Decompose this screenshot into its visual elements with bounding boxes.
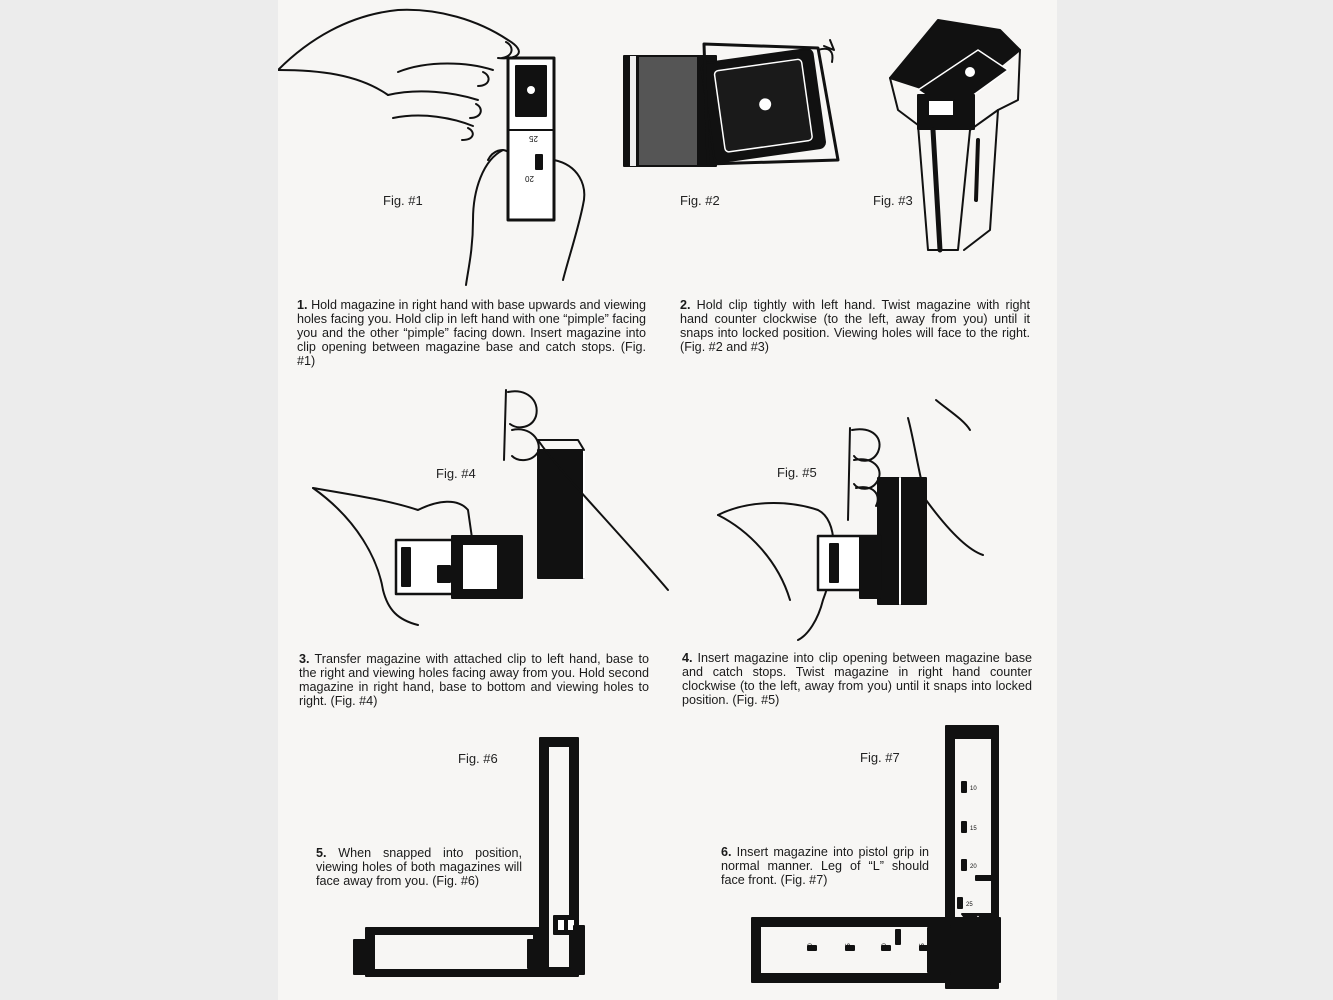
step-6-text: Insert magazine into pistol grip in normal manner. Leg of “L” should face front. (Fig. #7): [721, 845, 930, 887]
step-1-text: Hold magazine in right hand with base upwards and viewing holes facing you. Hold clip in left hand with one “pimple” facing you and the other “pimple” facing down. Insert magazine into clip opening between magazine base and catch stops. (Fig. #1): [297, 298, 647, 368]
step-5-number: 5.: [316, 846, 327, 860]
fig7-vmark-20: 20: [970, 864, 977, 870]
fig7-hmark-25: 25: [920, 943, 926, 950]
step-6: [721, 845, 929, 887]
step-3: [299, 652, 649, 708]
fig6-caption: Fig. #6: [458, 751, 498, 766]
fig7-caption: Fig. #7: [860, 750, 900, 765]
instruction-sheet: [278, 0, 1057, 1000]
step-5-text: When snapped into position, viewing holes of both magazines will face away from you. (Fig. #6): [316, 846, 522, 888]
step-1: [297, 298, 646, 368]
step-6-number: 6.: [721, 845, 732, 859]
step-2: [680, 298, 1030, 354]
fig4-drawing: [313, 390, 668, 625]
step-1-number: 1.: [297, 298, 308, 312]
fig7-hmark-10: 10: [808, 943, 814, 950]
fig5-drawing: [718, 400, 983, 640]
step-5: [316, 846, 522, 888]
fig2-caption: Fig. #2: [680, 193, 720, 208]
fig7-hmark-15: 15: [846, 943, 852, 950]
fig7-vmark-25: 25: [966, 902, 973, 908]
step-2-text: Hold clip tightly with left hand. Twist magazine with right hand counter clockwise (to the left, away from you) until it snaps into locked position. Viewing holes will face to the right. (Fig. #2 and #3): [680, 298, 1031, 354]
fig7-vmark-15: 15: [970, 826, 977, 832]
fig1-caption: Fig. #1: [383, 193, 423, 208]
step-4: [682, 651, 1032, 707]
fig1-drawing: [278, 10, 584, 285]
fig2-drawing: [624, 40, 838, 166]
fig3-drawing: [890, 20, 1020, 250]
step-2-number: 2.: [680, 298, 691, 312]
step-3-number: 3.: [299, 652, 310, 666]
fig1-mark-25: 25: [529, 134, 538, 143]
step-4-number: 4.: [682, 651, 693, 665]
fig4-caption: Fig. #4: [436, 466, 476, 481]
step-4-text: Insert magazine into clip opening between magazine base and catch stops. Twist magazine in right hand counter clockwise (to the left, away from you) until it snaps into locked position. (Fig. #5): [682, 651, 1032, 707]
fig3-caption: Fig. #3: [873, 193, 913, 208]
fig5-caption: Fig. #5: [777, 465, 817, 480]
fig7-hmark-20: 20: [882, 943, 888, 950]
fig1-mark-20: 20: [525, 174, 534, 183]
step-3-text: Transfer magazine with attached clip to left hand, base to the right and viewing holes facing away from you. Hold second magazine in right hand, base to bottom and viewing holes to right. (Fig. #4): [299, 652, 649, 708]
fig7-vmark-10: 10: [970, 786, 977, 792]
